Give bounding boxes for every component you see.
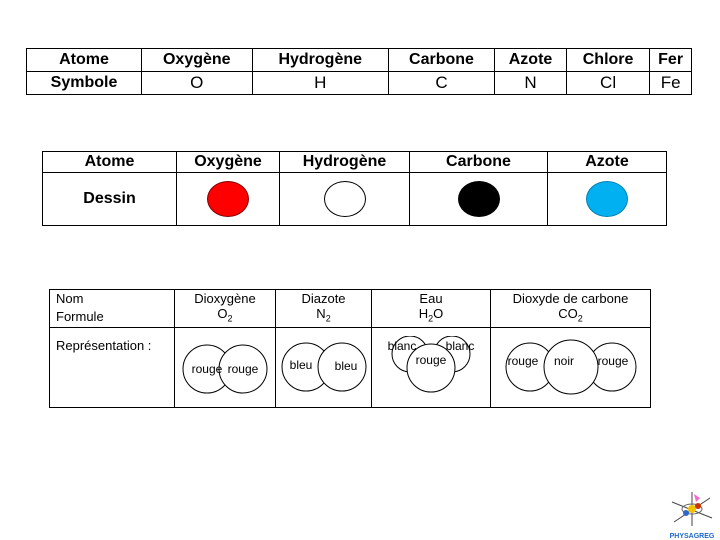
atom-row bbox=[43, 152, 667, 173]
formula-main: O bbox=[217, 306, 228, 321]
atom-symbol-table bbox=[26, 48, 692, 95]
formula-row bbox=[50, 306, 651, 327]
atom-name-carbon: Carbone bbox=[410, 152, 548, 173]
name-row bbox=[50, 290, 651, 307]
atom-label: rouge bbox=[415, 353, 447, 368]
n2-molecule-icon bbox=[279, 337, 369, 397]
molecule-table bbox=[49, 289, 651, 408]
molecule-name-dioxygen: Dioxygène bbox=[175, 290, 276, 307]
physagreg-logo bbox=[666, 488, 718, 540]
formula-h2o bbox=[372, 306, 491, 327]
atom-name-nitrogen: Azote bbox=[495, 49, 567, 72]
formula-n2 bbox=[276, 306, 372, 327]
logo-text: PHYSAGREG bbox=[669, 533, 715, 540]
atom-label: blanc bbox=[445, 339, 475, 354]
formula-co2 bbox=[491, 306, 651, 327]
row-label-atome: Atome bbox=[27, 49, 142, 72]
formula-subscript: 2 bbox=[577, 313, 583, 324]
atom-label: rouge bbox=[191, 362, 223, 377]
atom-label: rouge bbox=[507, 354, 538, 369]
h2o-molecule-icon bbox=[376, 336, 486, 398]
drawing-row bbox=[43, 173, 667, 226]
molecule-drawing-h2o bbox=[372, 327, 491, 407]
oxygen-dot-icon bbox=[207, 181, 249, 217]
row-label-atome: Atome bbox=[43, 152, 177, 173]
co2-molecule-icon bbox=[503, 337, 639, 397]
symbol-oxygen: O bbox=[142, 72, 253, 95]
dot-cell-carbon bbox=[410, 173, 548, 226]
carbon-dot-icon bbox=[458, 181, 500, 217]
dot-cell-oxygen bbox=[177, 173, 280, 226]
formula-subscript: 2 bbox=[325, 313, 331, 324]
symbol-iron: Fe bbox=[650, 72, 692, 95]
molecule-name-water: Eau bbox=[372, 290, 491, 307]
hydrogen-dot-icon bbox=[324, 181, 366, 217]
atom-name-oxygen: Oxygène bbox=[177, 152, 280, 173]
atom-label: blanc bbox=[387, 339, 417, 354]
molecule-drawing-co2 bbox=[491, 327, 651, 407]
atom-row bbox=[27, 49, 692, 72]
symbol-chlorine: Cl bbox=[566, 72, 649, 95]
atom-name-nitrogen: Azote bbox=[548, 152, 667, 173]
nitrogen-dot-icon bbox=[586, 181, 628, 217]
formula-o2 bbox=[175, 306, 276, 327]
atom-name-iron: Fer bbox=[650, 49, 692, 72]
row-label-symbole: Symbole bbox=[27, 72, 142, 95]
atom-name-chlorine: Chlore bbox=[566, 49, 649, 72]
atom-label: bleu bbox=[289, 358, 312, 373]
atom-name-hydrogen: Hydrogène bbox=[280, 152, 410, 173]
atom-name-oxygen: Oxygène bbox=[142, 49, 253, 72]
symbol-carbon: C bbox=[388, 72, 494, 95]
formula-main: N bbox=[316, 306, 326, 321]
formula-main: CO bbox=[558, 306, 578, 321]
molecule-drawing-n2 bbox=[276, 327, 372, 407]
label-formule: Formule bbox=[50, 306, 175, 327]
formula-subscript: 2 bbox=[227, 313, 233, 324]
atom-label: noir bbox=[553, 354, 574, 369]
formula-main: H bbox=[418, 306, 429, 321]
label-nom: Nom bbox=[50, 290, 175, 307]
atom-name-carbon: Carbone bbox=[388, 49, 494, 72]
formula-subscript: 2 bbox=[428, 313, 434, 324]
atom-name-hydrogen: Hydrogène bbox=[252, 49, 388, 72]
symbol-nitrogen: N bbox=[495, 72, 567, 95]
molecule-name-dinitrogen: Diazote bbox=[276, 290, 372, 307]
atom-label: bleu bbox=[334, 359, 357, 374]
formula-tail: O bbox=[433, 306, 444, 321]
symbol-row bbox=[27, 72, 692, 95]
label-representation: Représentation : bbox=[50, 327, 175, 407]
representation-row bbox=[50, 327, 651, 407]
atom-logo-icon bbox=[672, 492, 712, 526]
symbol-hydrogen: H bbox=[252, 72, 388, 95]
row-label-dessin: Dessin bbox=[43, 173, 177, 226]
molecule-drawing-o2 bbox=[175, 327, 276, 407]
dot-cell-nitrogen bbox=[548, 173, 667, 226]
atom-drawing-table bbox=[42, 151, 667, 226]
atom-label: rouge bbox=[597, 354, 628, 369]
atom-label: rouge bbox=[227, 362, 259, 377]
dot-cell-hydrogen bbox=[280, 173, 410, 226]
o2-molecule-icon bbox=[178, 337, 272, 397]
molecule-name-co2: Dioxyde de carbone bbox=[491, 290, 651, 307]
